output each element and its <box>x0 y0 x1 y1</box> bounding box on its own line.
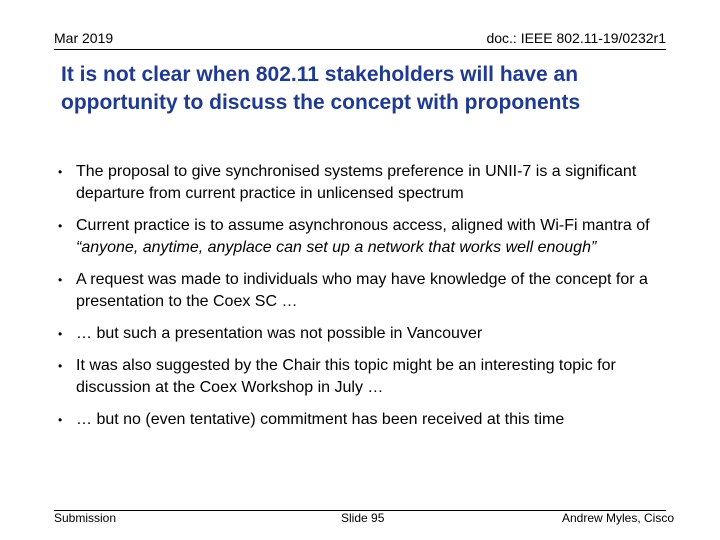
bullet-text: It was also suggested by the Chair this topic might be an interesting topic for discussion at the Coex Workshop in July … <box>76 357 616 396</box>
bullet-marker: • <box>58 359 63 373</box>
bullet-item <box>58 269 668 313</box>
footer-author: Andrew Myles, Cisco <box>561 511 674 525</box>
bullet-quote: “anyone, anytime, anyplace can set up a network that works well enough” <box>76 239 597 256</box>
bullet-list <box>58 161 668 441</box>
bullet-item <box>58 355 668 399</box>
footer-slide-number: Slide 95 <box>341 511 385 525</box>
bullet-marker: • <box>58 327 63 341</box>
slide-title: It is not clear when 802.11 stakeholders will have an opportunity to discuss the concept with proponents <box>61 63 581 114</box>
bullet-text: Current practice is to assume asynchronous access, aligned with Wi-Fi mantra of <box>76 217 650 234</box>
bullet-text: … but no (even tentative) commitment has been received at this time <box>76 411 565 428</box>
bullet-item <box>58 409 668 431</box>
bullet-item <box>58 323 668 345</box>
bullet-marker: • <box>58 165 63 179</box>
bullet-text: … but such a presentation was not possible in Vancouver <box>76 325 483 342</box>
bullet-marker: • <box>58 219 63 233</box>
bullet-item <box>58 215 668 259</box>
header-doc-id: doc.: IEEE 802.11-19/0232r1 <box>486 30 666 46</box>
bullet-text: The proposal to give synchronised systems preference in UNII-7 is a significant departure from current practice in unlicensed spectrum <box>76 163 637 202</box>
bullet-marker: • <box>58 273 63 287</box>
header-date: Mar 2019 <box>54 30 114 46</box>
bullet-text: A request was made to individuals who may have knowledge of the concept for a presentation to the Coex SC … <box>76 271 648 310</box>
footer-submission: Submission <box>54 511 117 525</box>
bullet-marker: • <box>58 413 63 427</box>
header-divider <box>54 49 666 50</box>
bullet-item <box>58 161 668 205</box>
